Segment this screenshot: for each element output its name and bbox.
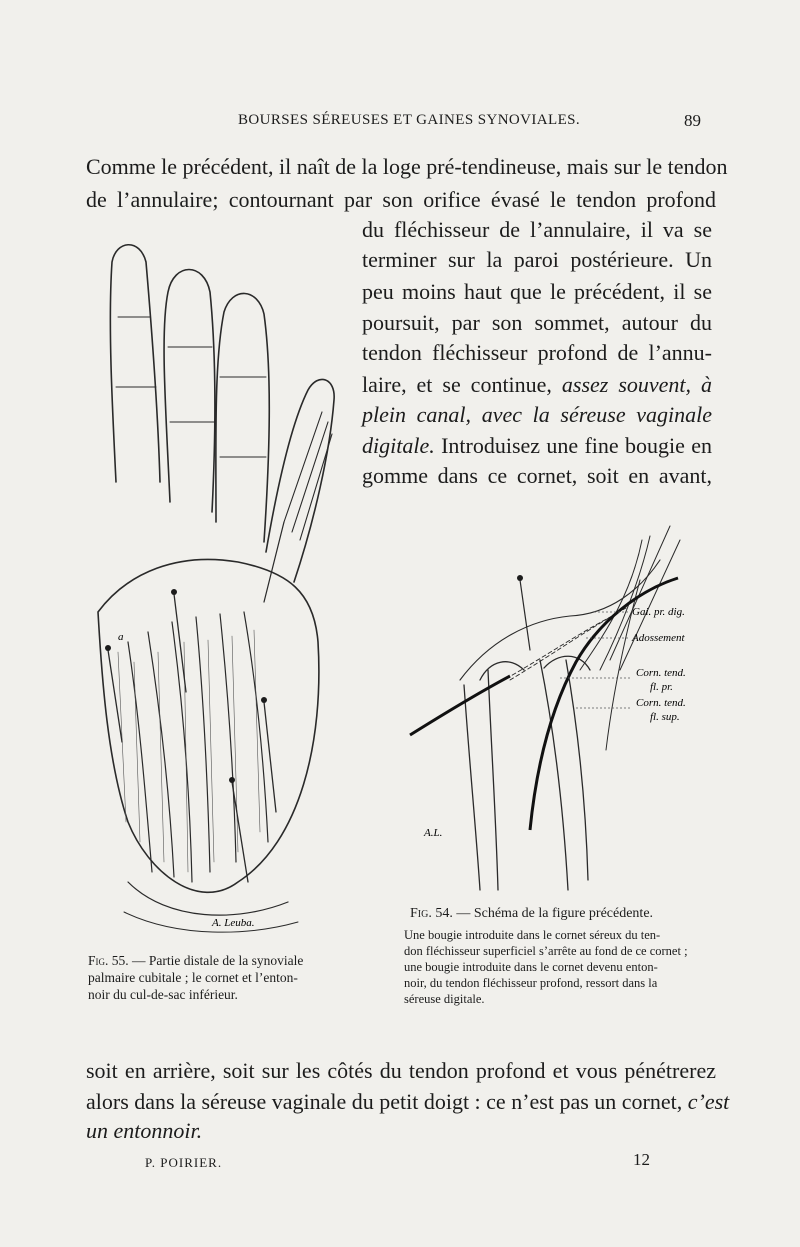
column-text: Introduisez une fine bougie en bbox=[441, 433, 713, 458]
label-cornet-superficiel-suffix: fl. sup. bbox=[650, 711, 680, 723]
body-line bbox=[86, 1087, 730, 1117]
finger-outline bbox=[110, 245, 160, 482]
column-line: terminer sur la paroi postérieure. Un bbox=[362, 247, 712, 272]
column-text: laire, et se continue, bbox=[362, 372, 552, 397]
body-line: Comme le précédent, il naît de la loge pré-tendineuse, mais sur le tendon bbox=[86, 154, 728, 179]
palm-outline bbox=[98, 559, 319, 892]
column-line bbox=[362, 370, 712, 400]
finger-outline bbox=[164, 270, 215, 513]
italic-phrase: un entonnoir. bbox=[86, 1118, 203, 1143]
column-line: poursuit, par son sommet, autour du bbox=[362, 310, 712, 335]
italic-phrase: avec la séreuse vaginale bbox=[481, 402, 713, 427]
column-line: gomme dans ce cornet, soit en avant, bbox=[362, 463, 712, 488]
italic-phrase: plein canal, bbox=[362, 402, 472, 427]
column-line bbox=[362, 400, 712, 430]
caption-line: — Partie distale de la synoviale bbox=[132, 953, 304, 968]
footer-signature-mark: 12 bbox=[633, 1150, 650, 1169]
running-header-title: BOURSES SÉREUSES ET GAINES SYNOVIALES. bbox=[238, 112, 581, 128]
caption-line: palmaire cubitale ; le cornet et l’enton- bbox=[88, 970, 298, 985]
column-line: du fléchisseur de l’annulaire, il va se bbox=[362, 217, 712, 242]
caption-prefix: Fig. 54. bbox=[410, 906, 453, 921]
page-number: 89 bbox=[684, 111, 701, 130]
body-line: soit en arrière, soit sur les côtés du tendon profond et vous pénétrerez bbox=[86, 1058, 716, 1083]
figure-55-hand-engraving bbox=[88, 222, 388, 942]
caption-line: noir du cul-de-sac inférieur. bbox=[88, 987, 238, 1002]
caption-line: séreuse digitale. bbox=[404, 992, 485, 1006]
caption-line: Une bougie introduite dans le cornet séreux du ten- bbox=[404, 928, 661, 942]
column-line: tendon fléchisseur profond de l’annu- bbox=[362, 340, 712, 365]
engraver-signature: A. Leuba. bbox=[212, 917, 255, 929]
running-header bbox=[0, 112, 800, 136]
caption-line: une bougie introduite dans le cornet devenu enton- bbox=[404, 960, 658, 974]
italic-phrase: assez souvent, à bbox=[561, 372, 712, 397]
figure-54-schematic bbox=[380, 520, 710, 900]
label-cornet-profond: Corn. tend. bbox=[636, 667, 686, 679]
figure-55-caption bbox=[88, 952, 343, 1003]
italic-phrase: digitale. bbox=[362, 433, 435, 458]
body-line bbox=[86, 1116, 716, 1146]
caption-line: don fléchisseur superficiel s’arrête au fond de ce cornet ; bbox=[404, 944, 688, 958]
label-gaine-digitale: Gai. pr. dig. bbox=[632, 606, 685, 618]
label-cornet-superficiel: Corn. tend. bbox=[636, 697, 686, 709]
footer-author: P. POIRIER. bbox=[145, 1155, 223, 1170]
caption-prefix: Fig. 55. bbox=[88, 953, 129, 968]
caption-title: — Schéma de la figure précédente. bbox=[456, 906, 654, 921]
caption-line: noir, du tendon fléchisseur profond, ressort dans la bbox=[404, 976, 658, 990]
italic-phrase: c’est bbox=[687, 1089, 730, 1114]
figure-54-caption bbox=[404, 905, 716, 1007]
figure-label-a: a bbox=[118, 631, 124, 643]
column-line bbox=[362, 431, 712, 461]
engraver-mark: A.L. bbox=[424, 827, 443, 839]
column-line: peu moins haut que le précédent, il se bbox=[362, 279, 712, 304]
label-adossement: Adossement bbox=[632, 632, 685, 644]
body-line: de l’annulaire; contournant par son orifice évasé le tendon profond bbox=[86, 187, 716, 212]
label-cornet-profond-suffix: fl. pr. bbox=[650, 681, 673, 693]
body-text: alors dans la séreuse vaginale du petit doigt : ce n’est pas un cornet, bbox=[86, 1089, 683, 1114]
